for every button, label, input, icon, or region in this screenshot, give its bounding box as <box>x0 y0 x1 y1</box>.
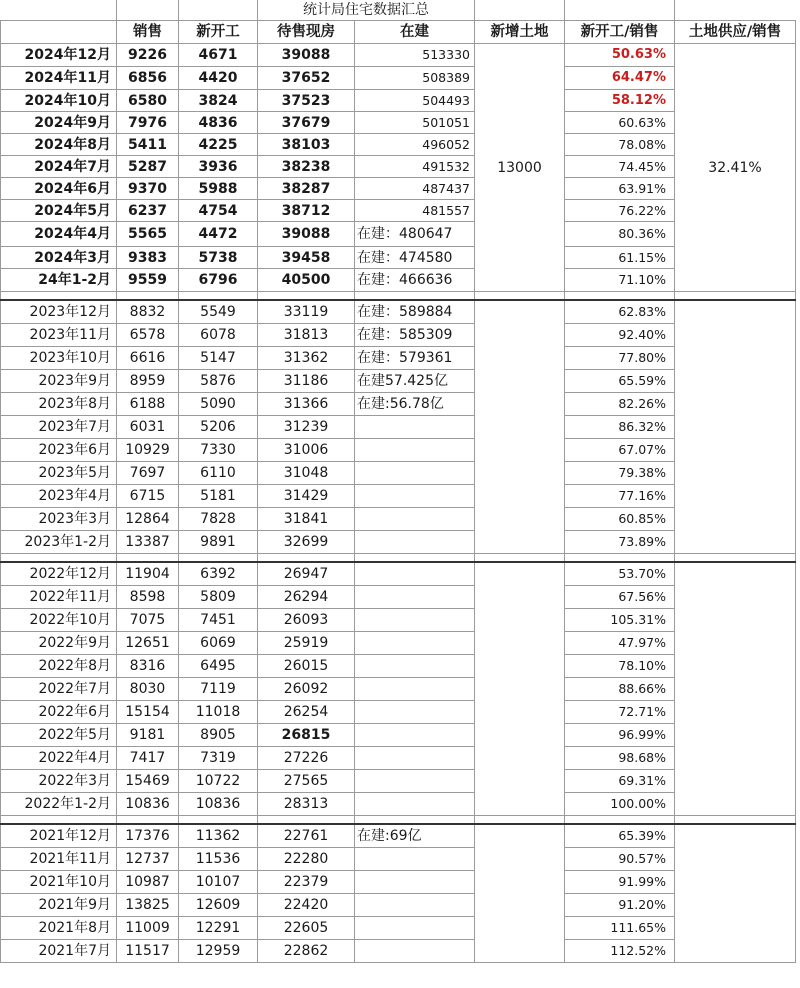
starts-sales-ratio-cell[interactable]: 71.10% <box>565 269 675 292</box>
new-starts-cell[interactable]: 7451 <box>179 609 258 632</box>
sales-cell[interactable]: 8598 <box>117 586 179 609</box>
month-cell[interactable]: 2023年9月 <box>1 370 117 393</box>
header-month[interactable] <box>1 21 117 44</box>
in-progress-cell[interactable] <box>355 562 475 586</box>
month-cell[interactable]: 2022年9月 <box>1 632 117 655</box>
new-starts-cell[interactable]: 7330 <box>179 439 258 462</box>
new-starts-cell[interactable]: 12291 <box>179 917 258 940</box>
separator-cell <box>258 554 355 563</box>
in-progress-cell[interactable] <box>355 770 475 793</box>
in-progress-cell[interactable] <box>355 655 475 678</box>
separator-cell <box>565 554 675 563</box>
in-progress-cell[interactable]: 在建：474580 <box>355 247 475 269</box>
month-cell[interactable]: 2022年3月 <box>1 770 117 793</box>
in-progress-cell[interactable] <box>355 485 475 508</box>
new-starts-cell[interactable]: 5147 <box>179 347 258 370</box>
month-cell[interactable]: 2024年4月 <box>1 222 117 247</box>
month-cell[interactable]: 2024年10月 <box>1 90 117 112</box>
table-body <box>1 0 796 963</box>
month-cell[interactable]: 2024年9月 <box>1 112 117 134</box>
in-progress-cell[interactable] <box>355 701 475 724</box>
starts-sales-ratio-cell[interactable]: 105.31% <box>565 609 675 632</box>
sales-cell[interactable]: 11904 <box>117 562 179 586</box>
separator-cell <box>355 554 475 563</box>
separator-cell <box>1 816 117 825</box>
starts-sales-ratio-cell[interactable]: 111.65% <box>565 917 675 940</box>
sales-cell[interactable]: 6715 <box>117 485 179 508</box>
inventory-cell[interactable]: 26294 <box>258 586 355 609</box>
sales-cell[interactable]: 5411 <box>117 134 179 156</box>
inventory-cell[interactable]: 27565 <box>258 770 355 793</box>
month-cell[interactable]: 2022年6月 <box>1 701 117 724</box>
in-progress-cell[interactable]: 496052 <box>355 134 475 156</box>
month-cell[interactable]: 2024年3月 <box>1 247 117 269</box>
sales-cell[interactable]: 9226 <box>117 44 179 67</box>
starts-sales-ratio-cell[interactable]: 65.59% <box>565 370 675 393</box>
sales-cell[interactable]: 13387 <box>117 531 179 554</box>
new-starts-cell[interactable]: 8905 <box>179 724 258 747</box>
inventory-cell[interactable]: 37523 <box>258 90 355 112</box>
new-starts-cell[interactable]: 5988 <box>179 178 258 200</box>
sales-cell[interactable]: 6031 <box>117 416 179 439</box>
inventory-cell[interactable]: 22280 <box>258 848 355 871</box>
separator-cell <box>475 292 565 301</box>
title-blank-5[interactable] <box>475 0 565 21</box>
month-cell[interactable]: 2022年7月 <box>1 678 117 701</box>
starts-sales-ratio-cell[interactable]: 112.52% <box>565 940 675 963</box>
land-supply-ratio-cell[interactable] <box>675 562 796 816</box>
in-progress-cell[interactable] <box>355 531 475 554</box>
sales-cell[interactable]: 6237 <box>117 200 179 222</box>
new-starts-cell[interactable]: 6495 <box>179 655 258 678</box>
starts-sales-ratio-cell[interactable]: 79.38% <box>565 462 675 485</box>
month-cell[interactable]: 2023年10月 <box>1 347 117 370</box>
inventory-cell[interactable]: 31048 <box>258 462 355 485</box>
new-starts-cell[interactable]: 5206 <box>179 416 258 439</box>
sales-cell[interactable]: 12651 <box>117 632 179 655</box>
new-starts-cell[interactable]: 7828 <box>179 508 258 531</box>
inventory-cell[interactable]: 26815 <box>258 724 355 747</box>
starts-sales-ratio-cell[interactable]: 77.16% <box>565 485 675 508</box>
sales-cell[interactable]: 8832 <box>117 300 179 324</box>
inventory-cell[interactable]: 31239 <box>258 416 355 439</box>
inventory-cell[interactable]: 22420 <box>258 894 355 917</box>
month-cell[interactable]: 2023年3月 <box>1 508 117 531</box>
separator-cell <box>355 292 475 301</box>
month-cell[interactable]: 2022年12月 <box>1 562 117 586</box>
sales-cell[interactable]: 8959 <box>117 370 179 393</box>
in-progress-cell[interactable]: 在建:56.78亿 <box>355 393 475 416</box>
table-row <box>1 300 796 324</box>
month-cell[interactable]: 2022年8月 <box>1 655 117 678</box>
new-starts-cell[interactable]: 5809 <box>179 586 258 609</box>
sales-cell[interactable]: 7697 <box>117 462 179 485</box>
in-progress-cell[interactable] <box>355 678 475 701</box>
new-starts-cell[interactable]: 3936 <box>179 156 258 178</box>
sales-cell[interactable]: 12737 <box>117 848 179 871</box>
sales-cell[interactable]: 15469 <box>117 770 179 793</box>
in-progress-cell[interactable]: 在建：466636 <box>355 269 475 292</box>
section-separator <box>1 816 796 825</box>
new-starts-cell[interactable]: 4754 <box>179 200 258 222</box>
new-starts-cell[interactable]: 10722 <box>179 770 258 793</box>
starts-sales-ratio-cell[interactable]: 65.39% <box>565 824 675 848</box>
in-progress-cell[interactable] <box>355 917 475 940</box>
in-progress-cell[interactable] <box>355 508 475 531</box>
starts-sales-ratio-cell[interactable]: 100.00% <box>565 793 675 816</box>
separator-cell <box>475 816 565 825</box>
new-starts-cell[interactable]: 12609 <box>179 894 258 917</box>
month-cell[interactable]: 2023年1-2月 <box>1 531 117 554</box>
in-progress-cell[interactable]: 在建57.425亿 <box>355 370 475 393</box>
inventory-cell[interactable]: 38103 <box>258 134 355 156</box>
header-row <box>1 21 796 44</box>
month-cell[interactable]: 2023年4月 <box>1 485 117 508</box>
new-starts-cell[interactable]: 6392 <box>179 562 258 586</box>
separator-cell <box>675 292 796 301</box>
title-blank-2[interactable] <box>179 0 258 21</box>
new-starts-cell[interactable]: 4836 <box>179 112 258 134</box>
header-in-progress[interactable]: 在建 <box>355 21 475 44</box>
sales-cell[interactable]: 11517 <box>117 940 179 963</box>
sales-cell[interactable]: 6856 <box>117 67 179 90</box>
header-inventory[interactable]: 待售现房 <box>258 21 355 44</box>
separator-cell <box>179 816 258 825</box>
in-progress-cell[interactable] <box>355 632 475 655</box>
header-sales[interactable]: 销售 <box>117 21 179 44</box>
inventory-cell[interactable]: 26947 <box>258 562 355 586</box>
inventory-cell[interactable]: 37679 <box>258 112 355 134</box>
title-blank-left[interactable] <box>1 0 117 21</box>
sales-cell[interactable]: 6616 <box>117 347 179 370</box>
sales-cell[interactable]: 10929 <box>117 439 179 462</box>
inventory-cell[interactable]: 26254 <box>258 701 355 724</box>
starts-sales-ratio-cell[interactable]: 47.97% <box>565 632 675 655</box>
header-land-sales-ratio[interactable]: 土地供应/销售 <box>675 21 796 44</box>
in-progress-cell[interactable] <box>355 940 475 963</box>
month-cell[interactable]: 2024年12月 <box>1 44 117 67</box>
in-progress-cell[interactable]: 491532 <box>355 156 475 178</box>
in-progress-cell[interactable] <box>355 462 475 485</box>
month-cell[interactable]: 2023年6月 <box>1 439 117 462</box>
title-row <box>1 0 796 21</box>
inventory-cell[interactable]: 40500 <box>258 269 355 292</box>
inventory-cell[interactable]: 31429 <box>258 485 355 508</box>
month-cell[interactable]: 2023年5月 <box>1 462 117 485</box>
header-starts-sales-ratio[interactable]: 新开工/销售 <box>565 21 675 44</box>
in-progress-cell[interactable] <box>355 724 475 747</box>
separator-cell <box>565 816 675 825</box>
sales-cell[interactable]: 9383 <box>117 247 179 269</box>
inventory-cell[interactable]: 32699 <box>258 531 355 554</box>
inventory-cell[interactable]: 22761 <box>258 824 355 848</box>
month-cell[interactable]: 2022年1-2月 <box>1 793 117 816</box>
in-progress-cell[interactable]: 508389 <box>355 67 475 90</box>
inventory-cell[interactable]: 39088 <box>258 44 355 67</box>
inventory-cell[interactable]: 39458 <box>258 247 355 269</box>
separator-cell <box>675 816 796 825</box>
section-separator <box>1 554 796 563</box>
new-starts-cell[interactable]: 6078 <box>179 324 258 347</box>
month-cell[interactable]: 2024年8月 <box>1 134 117 156</box>
title-blank-6[interactable] <box>565 0 675 21</box>
title-blank-1[interactable] <box>117 0 179 21</box>
starts-sales-ratio-cell[interactable]: 73.89% <box>565 531 675 554</box>
new-starts-cell[interactable]: 6796 <box>179 269 258 292</box>
month-cell[interactable]: 2021年9月 <box>1 894 117 917</box>
month-cell[interactable]: 2023年8月 <box>1 393 117 416</box>
inventory-cell[interactable]: 38287 <box>258 178 355 200</box>
separator-cell <box>117 816 179 825</box>
in-progress-cell[interactable]: 在建：579361 <box>355 347 475 370</box>
inventory-cell[interactable]: 31366 <box>258 393 355 416</box>
starts-sales-ratio-cell[interactable]: 74.45% <box>565 156 675 178</box>
in-progress-cell[interactable] <box>355 586 475 609</box>
in-progress-cell[interactable]: 481557 <box>355 200 475 222</box>
in-progress-cell[interactable] <box>355 439 475 462</box>
sales-cell[interactable]: 5287 <box>117 156 179 178</box>
in-progress-cell[interactable]: 在建：589884 <box>355 300 475 324</box>
inventory-cell[interactable]: 31841 <box>258 508 355 531</box>
sales-cell[interactable]: 8316 <box>117 655 179 678</box>
separator-cell <box>117 554 179 563</box>
sales-cell[interactable]: 13825 <box>117 894 179 917</box>
sales-cell[interactable]: 6578 <box>117 324 179 347</box>
in-progress-cell[interactable] <box>355 848 475 871</box>
starts-sales-ratio-cell[interactable]: 58.12% <box>565 90 675 112</box>
starts-sales-ratio-cell[interactable]: 90.57% <box>565 848 675 871</box>
sales-cell[interactable]: 9559 <box>117 269 179 292</box>
new-starts-cell[interactable]: 3824 <box>179 90 258 112</box>
month-cell[interactable]: 2024年7月 <box>1 156 117 178</box>
inventory-cell[interactable]: 22379 <box>258 871 355 894</box>
sales-cell[interactable]: 15154 <box>117 701 179 724</box>
inventory-cell[interactable]: 22862 <box>258 940 355 963</box>
in-progress-cell[interactable]: 487437 <box>355 178 475 200</box>
new-starts-cell[interactable]: 6110 <box>179 462 258 485</box>
in-progress-cell[interactable]: 501051 <box>355 112 475 134</box>
section-separator <box>1 292 796 301</box>
sales-cell[interactable]: 10836 <box>117 793 179 816</box>
inventory-cell[interactable]: 31813 <box>258 324 355 347</box>
starts-sales-ratio-cell[interactable]: 67.56% <box>565 586 675 609</box>
new-starts-cell[interactable]: 5090 <box>179 393 258 416</box>
inventory-cell[interactable]: 25919 <box>258 632 355 655</box>
separator-cell <box>475 554 565 563</box>
in-progress-cell[interactable]: 504493 <box>355 90 475 112</box>
starts-sales-ratio-cell[interactable]: 78.08% <box>565 134 675 156</box>
new-land-cell[interactable] <box>475 824 565 963</box>
table-row <box>1 824 796 848</box>
sales-cell[interactable]: 10987 <box>117 871 179 894</box>
starts-sales-ratio-cell[interactable]: 80.36% <box>565 222 675 247</box>
in-progress-cell[interactable]: 513330 <box>355 44 475 67</box>
month-cell[interactable]: 24年1-2月 <box>1 269 117 292</box>
month-cell[interactable]: 2023年11月 <box>1 324 117 347</box>
title-blank-7[interactable] <box>675 0 796 21</box>
separator-cell <box>355 816 475 825</box>
separator-cell <box>258 816 355 825</box>
new-starts-cell[interactable]: 11362 <box>179 824 258 848</box>
month-cell[interactable]: 2024年11月 <box>1 67 117 90</box>
inventory-cell[interactable]: 28313 <box>258 793 355 816</box>
new-starts-cell[interactable]: 12959 <box>179 940 258 963</box>
month-cell[interactable]: 2024年5月 <box>1 200 117 222</box>
header-new-starts[interactable]: 新开工 <box>179 21 258 44</box>
sales-cell[interactable]: 7075 <box>117 609 179 632</box>
inventory-cell[interactable]: 31362 <box>258 347 355 370</box>
sales-cell[interactable]: 6580 <box>117 90 179 112</box>
new-starts-cell[interactable]: 5738 <box>179 247 258 269</box>
sales-cell[interactable]: 8030 <box>117 678 179 701</box>
starts-sales-ratio-cell[interactable]: 96.99% <box>565 724 675 747</box>
new-starts-cell[interactable]: 5181 <box>179 485 258 508</box>
month-cell[interactable]: 2021年10月 <box>1 871 117 894</box>
in-progress-cell[interactable] <box>355 416 475 439</box>
land-supply-ratio-cell[interactable] <box>675 824 796 963</box>
starts-sales-ratio-cell[interactable]: 91.20% <box>565 894 675 917</box>
sales-cell[interactable]: 9181 <box>117 724 179 747</box>
new-starts-cell[interactable]: 7119 <box>179 678 258 701</box>
land-supply-ratio-merged-cell[interactable]: 32.41% <box>675 44 796 292</box>
in-progress-cell[interactable]: 在建：585309 <box>355 324 475 347</box>
new-starts-cell[interactable]: 6069 <box>179 632 258 655</box>
in-progress-cell[interactable] <box>355 871 475 894</box>
new-land-merged-cell[interactable]: 13000 <box>475 44 565 292</box>
sales-cell[interactable]: 9370 <box>117 178 179 200</box>
separator-cell <box>675 554 796 563</box>
inventory-cell[interactable]: 26093 <box>258 609 355 632</box>
month-cell[interactable]: 2021年11月 <box>1 848 117 871</box>
starts-sales-ratio-cell[interactable]: 50.63% <box>565 44 675 67</box>
new-starts-cell[interactable]: 7319 <box>179 747 258 770</box>
starts-sales-ratio-cell[interactable]: 76.22% <box>565 200 675 222</box>
inventory-cell[interactable]: 22605 <box>258 917 355 940</box>
separator-cell <box>1 292 117 301</box>
inventory-cell[interactable]: 31186 <box>258 370 355 393</box>
in-progress-cell[interactable] <box>355 894 475 917</box>
inventory-cell[interactable]: 38712 <box>258 200 355 222</box>
month-cell[interactable]: 2021年8月 <box>1 917 117 940</box>
sales-cell[interactable]: 6188 <box>117 393 179 416</box>
inventory-cell[interactable]: 26092 <box>258 678 355 701</box>
sales-cell[interactable]: 7976 <box>117 112 179 134</box>
starts-sales-ratio-cell[interactable]: 92.40% <box>565 324 675 347</box>
new-starts-cell[interactable]: 5549 <box>179 300 258 324</box>
month-cell[interactable]: 2022年4月 <box>1 747 117 770</box>
month-cell[interactable]: 2022年5月 <box>1 724 117 747</box>
starts-sales-ratio-cell[interactable]: 88.66% <box>565 678 675 701</box>
starts-sales-ratio-cell[interactable]: 62.83% <box>565 300 675 324</box>
in-progress-cell[interactable] <box>355 793 475 816</box>
month-cell[interactable]: 2023年12月 <box>1 300 117 324</box>
new-starts-cell[interactable]: 10107 <box>179 871 258 894</box>
new-land-cell[interactable] <box>475 300 565 554</box>
starts-sales-ratio-cell[interactable]: 64.47% <box>565 67 675 90</box>
new-starts-cell[interactable]: 11018 <box>179 701 258 724</box>
in-progress-cell[interactable]: 在建：480647 <box>355 222 475 247</box>
starts-sales-ratio-cell[interactable]: 86.32% <box>565 416 675 439</box>
separator-cell <box>117 292 179 301</box>
month-cell[interactable]: 2021年7月 <box>1 940 117 963</box>
starts-sales-ratio-cell[interactable]: 61.15% <box>565 247 675 269</box>
table-row <box>1 562 796 586</box>
starts-sales-ratio-cell[interactable]: 53.70% <box>565 562 675 586</box>
starts-sales-ratio-cell[interactable]: 91.99% <box>565 871 675 894</box>
month-cell[interactable]: 2022年10月 <box>1 609 117 632</box>
land-supply-ratio-cell[interactable] <box>675 300 796 554</box>
starts-sales-ratio-cell[interactable]: 98.68% <box>565 747 675 770</box>
inventory-cell[interactable]: 31006 <box>258 439 355 462</box>
inventory-cell[interactable]: 37652 <box>258 67 355 90</box>
starts-sales-ratio-cell[interactable]: 82.26% <box>565 393 675 416</box>
in-progress-cell[interactable] <box>355 747 475 770</box>
new-starts-cell[interactable]: 11536 <box>179 848 258 871</box>
header-new-land[interactable]: 新增土地 <box>475 21 565 44</box>
new-land-cell[interactable] <box>475 562 565 816</box>
new-starts-cell[interactable]: 5876 <box>179 370 258 393</box>
inventory-cell[interactable]: 38238 <box>258 156 355 178</box>
separator-cell <box>179 554 258 563</box>
starts-sales-ratio-cell[interactable]: 60.63% <box>565 112 675 134</box>
new-starts-cell[interactable]: 4472 <box>179 222 258 247</box>
starts-sales-ratio-cell[interactable]: 77.80% <box>565 347 675 370</box>
month-cell[interactable]: 2022年11月 <box>1 586 117 609</box>
in-progress-cell[interactable] <box>355 609 475 632</box>
new-starts-cell[interactable]: 4225 <box>179 134 258 156</box>
new-starts-cell[interactable]: 4671 <box>179 44 258 67</box>
starts-sales-ratio-cell[interactable]: 63.91% <box>565 178 675 200</box>
separator-cell <box>258 292 355 301</box>
new-starts-cell[interactable]: 10836 <box>179 793 258 816</box>
sales-cell[interactable]: 17376 <box>117 824 179 848</box>
inventory-cell[interactable]: 26015 <box>258 655 355 678</box>
inventory-cell[interactable]: 33119 <box>258 300 355 324</box>
starts-sales-ratio-cell[interactable]: 78.10% <box>565 655 675 678</box>
table-title[interactable]: 统计局住宅数据汇总 <box>258 0 475 21</box>
separator-cell <box>179 292 258 301</box>
starts-sales-ratio-cell[interactable]: 69.31% <box>565 770 675 793</box>
separator-cell <box>565 292 675 301</box>
sales-cell[interactable]: 7417 <box>117 747 179 770</box>
month-cell[interactable]: 2021年12月 <box>1 824 117 848</box>
month-cell[interactable]: 2024年6月 <box>1 178 117 200</box>
starts-sales-ratio-cell[interactable]: 60.85% <box>565 508 675 531</box>
inventory-cell[interactable]: 27226 <box>258 747 355 770</box>
sales-cell[interactable]: 11009 <box>117 917 179 940</box>
sales-cell[interactable]: 5565 <box>117 222 179 247</box>
in-progress-cell[interactable]: 在建:69亿 <box>355 824 475 848</box>
starts-sales-ratio-cell[interactable]: 67.07% <box>565 439 675 462</box>
table-row <box>1 44 796 67</box>
starts-sales-ratio-cell[interactable]: 72.71% <box>565 701 675 724</box>
sales-cell[interactable]: 12864 <box>117 508 179 531</box>
month-cell[interactable]: 2023年7月 <box>1 416 117 439</box>
inventory-cell[interactable]: 39088 <box>258 222 355 247</box>
separator-cell <box>1 554 117 563</box>
new-starts-cell[interactable]: 4420 <box>179 67 258 90</box>
new-starts-cell[interactable]: 9891 <box>179 531 258 554</box>
